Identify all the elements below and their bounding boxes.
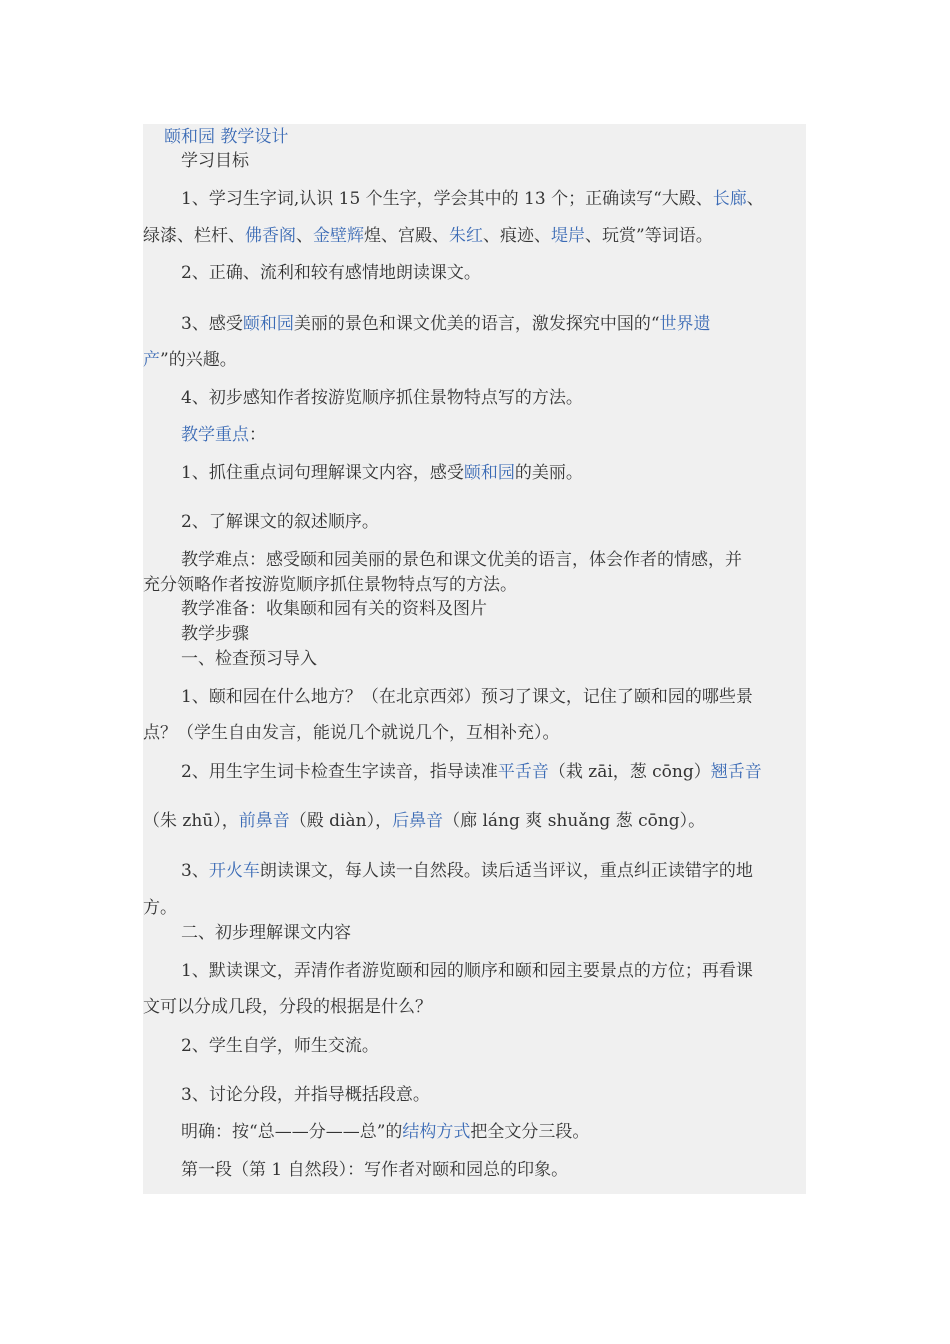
link-changlang[interactable]: 长廊 — [712, 189, 747, 209]
difficulty-line-2: 充分领略作者按游览顺序抓住景物特点写的方法。 — [143, 575, 517, 595]
step-2-item-2: 2、学生自学，师生交流。 — [181, 1036, 379, 1056]
step-1-item-2-line-1 — [143, 760, 806, 784]
step-1-item-3-line-2: 方。 — [143, 898, 177, 918]
text: 1、学习生字词,认识 15 个生字，学会其中的 13 个；正确读写“大殿、 — [181, 189, 713, 209]
link-foxiangge[interactable]: 佛香阁 — [245, 226, 296, 246]
text: 煌、宫殿、 — [364, 226, 449, 246]
difficulty-line-1: 教学难点：感受颐和园美丽的景色和课文优美的语言，体会作者的情感，并 — [181, 550, 742, 570]
link-jinbihui[interactable]: 金壁辉 — [313, 226, 364, 246]
link-world-heritage-cont[interactable]: 产 — [143, 350, 160, 370]
step-2-item-1-line-2: 文可以分成几段，分段的根据是什么？ — [143, 997, 432, 1017]
goal-3-line-1 — [143, 312, 806, 336]
step-1-item-2-line-2 — [143, 809, 806, 833]
text: （殿 diàn）， — [289, 811, 393, 831]
goal-3-line-2 — [143, 348, 806, 372]
section-heading-goals: 学习目标 — [181, 151, 249, 171]
link-qiaosheyin[interactable]: 翘舌音 — [710, 762, 762, 782]
step-1-item-1-line-2: 点？（学生自由发言，能说几个就说几个，互相补充）。 — [143, 723, 560, 743]
document-page — [143, 124, 806, 1194]
link-kaihuoche[interactable]: 开火车 — [208, 861, 260, 881]
link-houbiyin[interactable]: 后鼻音 — [392, 811, 444, 831]
text: 、 — [746, 189, 764, 209]
link-pingsheyin[interactable]: 平舌音 — [497, 762, 549, 782]
section-heading-steps: 教学步骤 — [181, 624, 249, 644]
doc-title[interactable]: 颐和园 教学设计 — [164, 127, 289, 147]
text: 、痕迹、 — [483, 226, 551, 246]
text: ”的兴趣。 — [160, 350, 237, 370]
text: 美丽的景色和课文优美的语言，激发探究中国的“ — [293, 314, 660, 334]
step-1-heading: 一、检查预习导入 — [181, 649, 317, 669]
clarify — [143, 1120, 806, 1144]
text: ： — [249, 425, 266, 445]
link-yiheyuan[interactable]: 颐和园 — [242, 314, 294, 334]
step-2-heading: 二、初步理解课文内容 — [181, 923, 351, 943]
text: 绿漆、栏杆、 — [143, 226, 245, 246]
text: （朱 zhū）， — [143, 811, 239, 831]
text: （廊 láng 爽 shuǎng 葱 cōng）。 — [443, 811, 706, 831]
text: 、 — [296, 226, 313, 246]
text: 3、 — [181, 861, 209, 881]
text: （栽 zāi，葱 cōng） — [548, 762, 711, 782]
link-world-heritage[interactable]: 世界遗 — [659, 314, 711, 334]
step-2-item-1-line-1: 1、默读课文，弄清作者游览颐和园的顺序和颐和园主要景点的方位；再看课 — [181, 961, 753, 981]
text: 、玩赏”等词语。 — [585, 226, 713, 246]
link-yiheyuan-2[interactable]: 颐和园 — [463, 463, 515, 483]
preparation: 教学准备：收集颐和园有关的资料及图片 — [181, 599, 487, 619]
link-structure[interactable]: 结构方式 — [402, 1122, 471, 1142]
goal-1-line-1 — [143, 187, 806, 211]
text: 明确：按“总——分——总”的 — [181, 1122, 403, 1142]
goal-1-line-2 — [143, 224, 806, 248]
text: 1、抓住重点词句理解课文内容，感受 — [181, 463, 464, 483]
step-2-item-3: 3、讨论分段，并指导概括段意。 — [181, 1085, 430, 1105]
paragraph-1-summary: 第一段（第 1 自然段）：写作者对颐和园总的印象。 — [181, 1160, 569, 1180]
step-1-item-3-line-1 — [143, 859, 806, 883]
focus-2: 2、了解课文的叙述顺序。 — [181, 512, 379, 532]
text: 2、用生字生词卡检查生字读音，指导读准 — [181, 762, 498, 782]
focus-1 — [143, 461, 806, 485]
link-teaching-focus[interactable]: 教学重点 — [181, 425, 249, 445]
text: 3、感受 — [181, 314, 243, 334]
link-qianbiyin[interactable]: 前鼻音 — [238, 811, 290, 831]
focus-heading — [143, 423, 806, 447]
goal-4: 4、初步感知作者按游览顺序抓住景物特点写的方法。 — [181, 388, 583, 408]
text: 朗读课文，每人读一自然段。读后适当评议，重点纠正读错字的地 — [259, 861, 753, 881]
text: 的美丽。 — [514, 463, 583, 483]
link-dian[interactable]: 堤岸 — [551, 226, 585, 246]
step-1-item-1-line-1: 1、颐和园在什么地方？（在北京西郊）预习了课文，记住了颐和园的哪些景 — [181, 687, 753, 707]
goal-2: 2、正确、流利和较有感情地朗读课文。 — [181, 263, 481, 283]
link-zhuhong[interactable]: 朱红 — [449, 226, 483, 246]
text: 把全文分三段。 — [470, 1122, 590, 1142]
